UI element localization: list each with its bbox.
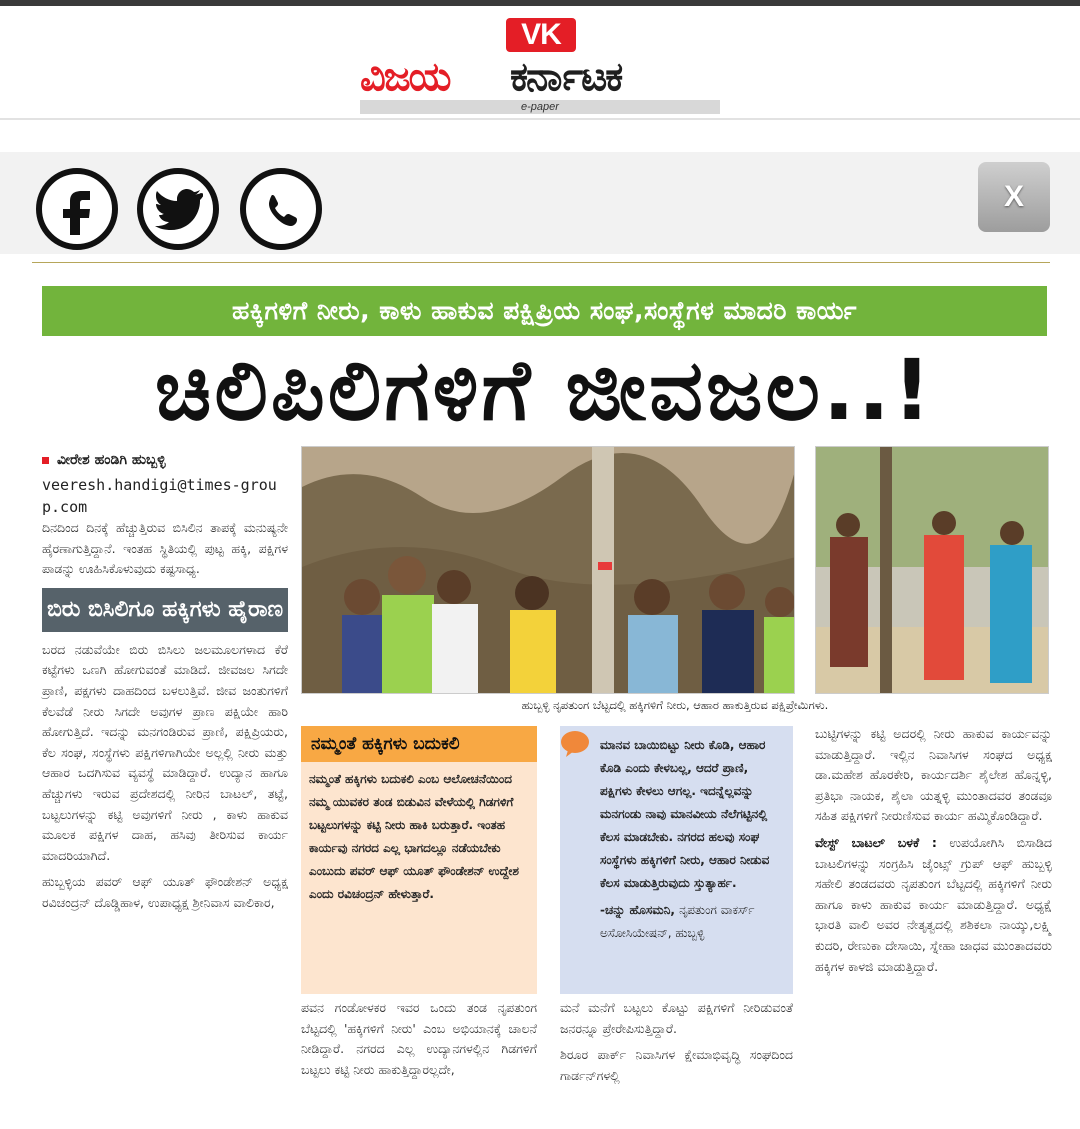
logo-name-left: ವಿಜಯ xyxy=(360,54,450,100)
photo-caption: ಹುಬ್ಬಳ್ಳಿ ನೃಪತುಂಗ ಬೆಟ್ಟದಲ್ಲಿ ಹಕ್ಕಿಗಳಿಗೆ ನೀರು, ಆಹಾರ ಹಾಕುತ್ತಿರುವ ಪಕ್ಷಿಪ್ರೇಮಿಗಳು. xyxy=(521,698,829,712)
group-photo xyxy=(301,446,795,694)
section-subhead: ಬಿರು ಬಿಸಿಲಿಗೂ ಹಕ್ಕಿಗಳು ಹೈರಾಣ xyxy=(42,588,288,632)
share-bar xyxy=(0,152,1080,254)
quote-attribution xyxy=(600,899,783,945)
paragraph: ಬರದ ನಡುವೆಯೇ ಬಿರು ಬಿಸಿಲು ಜಲಮೂಲಗಳಾದ ಕೆರೆ ಕಟ್ಟೆಗಳು ಒಣಗಿ ಹೋಗುವಂತೆ ಮಾಡಿದೆ. ಜೀವಜಲ ಸಿಗದೇ ಪ್ರಾಣಿ, ಪಕ್ಷಗಳು ದಾಹದಿಂದ ಬಳಲುತ್ತಿವೆ. ಜೀವ ಜಂತುಗಳಿಗೆ ಕೆಲವೆಡೆ ನೀರು ಸಿಗದೇ ಅವುಗಳ ಪ್ರಾಣ ಪಕ್ಷಿಯೇ ಹಾರಿ ಹೋಗುತ್ತಿದೆ. ಇದನ್ನು ಮನಗಂಡಿರುವ ಪ್ರಾಣಿ, ಪಕ್ಷಿಪ್ರಿಯರು, ಕೆಲ ಸಂಘ, ಸಂಸ್ಥೆಗಳು ಪಕ್ಷಿಗಳಿಗಾಗಿಯೇ ಅಲ್ಲಲ್ಲಿ ನೀರು ಮತ್ತು ಆಹಾರ ಒದಗಿಸುವ ವ್ಯವಸ್ಥೆ ಮಾಡಿದ್ದಾರೆ. ಉದ್ಯಾನ ಹಾಗೂ ಹೆಚ್ಚುಗಳು ಇರುವ ಪ್ರದೇಶದಲ್ಲಿ ನೀರಿನ ಬಾಟಲ್, ತಟ್ಟೆ, ಬಟ್ಟಲುಗಳನ್ನು ಕಟ್ಟಿ ಅವುಗಳಿಗೆ ನೀರು , ಕಾಳು ಹಾಕುವ ಮೂಲಕ ಪಕ್ಷಿಗಳ ದಾಹ, ಹಸಿವು ತೀರಿಸುವ ಕಾರ್ಯ ಮಾದರಿಯಾಗಿದೆ. xyxy=(42,641,288,863)
speech-bubble-icon xyxy=(560,730,590,758)
twitter-share-button[interactable] xyxy=(137,168,219,250)
twitter-icon xyxy=(153,188,203,230)
byline-text: ವೀರೇಶ ಹಂಡಿಗಿ ಹುಬ್ಬಳ್ಳಿ xyxy=(57,452,166,468)
paragraph xyxy=(815,833,1052,977)
logo-tagline: e-paper xyxy=(360,100,720,114)
quote-box-orange xyxy=(301,726,537,994)
whatsapp-share-button[interactable] xyxy=(240,168,322,250)
photo-illustration xyxy=(302,447,795,694)
logo-badge: VK xyxy=(506,18,576,52)
paragraph: ಶಿರೂರ ಪಾರ್ಕ್ ನಿವಾಸಿಗಳ ಕ್ಷೇಮಾಭಿವೃದ್ಧಿ ಸಂಘದಿಂದ ಗಾರ್ಡನ್‌ಗಳಲ್ಲಿ xyxy=(560,1047,793,1083)
paragraph-text: ಉಪಯೋಗಿಸಿ ಬಿಸಾಡಿದ ಬಾಟಲಿಗಳನ್ನು ಸಂಗ್ರಹಿಸಿ ಜೈಂಟ್ಸ್ ಗ್ರುಪ್ ಆಫ್ ಹುಬ್ಬಳ್ಳಿ ಸಹೇಲಿ ತಂಡದವರು ನೃಪತುಂಗ ಬೆಟ್ಟದಲ್ಲಿ ಹಕ್ಕಿಗಳಿಗೆ ನೀರು ಹಾಗೂ ಕಾಳು ಹಾಕುವ ಕಾರ್ಯ ಮಾಡುತ್ತಿದ್ದಾರೆ. ಅಧ್ಯಕ್ಷೆ ಭಾರತಿ ವಾಲಿ ಅವರ ನೇತೃತ್ವದಲ್ಲಿ ಶಶಿಕಲಾ ನಾಯ್ಕು,ಲಕ್ಷ್ಮಿ ಕುದರಿ, ರೇಣುಕಾ ದೇಸಾಯಿ, ಸ್ನೇಹಾ ಜಾಧವ ಮುಂತಾದವರು ಹಕ್ಕಿಗಳ ಕಾಳಜಿ ಮಾಡುತ್ತಿದ್ದಾರೆ. xyxy=(815,834,1052,974)
column-4-body xyxy=(815,724,1052,983)
paragraph: ಬುಟ್ಟಿಗಳನ್ನು ಕಟ್ಟಿ ಅದರಲ್ಲಿ ನೀರು ಹಾಕುವ ಕಾರ್ಯವನ್ನು ಮಾಡುತ್ತಿದ್ದಾರೆ. ಇಲ್ಲಿನ ನಿವಾಸಿಗಳ ಸಂಘದ ಅಧ್ಯಕ್ಷ ಡಾ.ಮಹೇಶ ಹೊರಕೇರಿ, ಕಾರ್ಯದರ್ಶಿ ಶೈಲೇಶ ಹೊನ್ನಳ್ಳಿ, ಪ್ರತಿಭಾ ನಾಯಕ, ಶೈಲಾ ಯತ್ನಳ್ಳಿ ಮುಂತಾದವರ ತಂಡವೂ ಸಹಿತ ಪಕ್ಷಿಗಳಿಗೆ ನೀರುಣಿಸುವ ಕಾರ್ಯ ಹಮ್ಮಿಕೊಂಡಿದ್ದಾರೆ. xyxy=(815,726,1052,824)
quote-box-title: ನಮ್ಮಂತೆ ಹಕ್ಕಿಗಳು ಬದುಕಲಿ xyxy=(301,726,537,762)
bullet-icon xyxy=(42,457,49,464)
intro-text: ದಿನದಿಂದ ದಿನಕ್ಕೆ ಹೆಚ್ಚುತ್ತಿರುವ ಬಿಸಿಲಿನ ತಾಪಕ್ಕೆ ಮನುಷ್ಯನೇ ಹೈರಣಾಗುತ್ತಿದ್ದಾನೆ. ಇಂತಹ ಸ್ಥಿತಿಯಲ್ಲಿ ಪುಟ್ಟ ಹಕ್ಕಿ, ಪಕ್ಷಿಗಳ ಪಾಡನ್ನು ಊಹಿಸಿಕೊಳುವುದು ಕಷ್ಟಸಾಧ್ಯ. xyxy=(42,520,288,577)
logo-name-right: ಕರ್ನಾಟಕ xyxy=(510,54,622,100)
article-headline: ಚಿಲಿಪಿಲಿಗಳಿಗೆ ಜೀವಜಲ..! xyxy=(154,341,935,439)
paragraph: ಪವನ ಗಂಡೋಳಕರ ಇವರ ಒಂದು ತಂಡ ನೃಪತುಂಗ ಬೆಟ್ಟದಲ್ಲಿ 'ಹಕ್ಕಿಗಳಿಗೆ ನೀರು' ಎಂಬ ಅಭಿಯಾನಕ್ಕೆ ಚಾಲನೆ ನೀಡಿದ್ದಾರೆ. ನಗರದ ಎಲ್ಲ ಉದ್ಯಾನಗಳಲ್ಲಿನ ಗಿಡಗಳಿಗೆ ಬಟ್ಟಲು ಕಟ್ಟಿ ನೀರು ಹಾಕುತ್ತಿದ್ದಾರಲ್ಲದೇ, xyxy=(301,1000,537,1077)
facebook-icon xyxy=(57,183,97,235)
quote-box-blue xyxy=(560,726,793,994)
intro-paragraph xyxy=(42,518,288,580)
quote-body: ಮಾನವ ಬಾಯಿಬಿಟ್ಟು ನೀರು ಕೊಡಿ, ಆಹಾರ ಕೊಡಿ ಎಂದು ಕೇಳಬಲ್ಲ, ಆದರೆ ಪ್ರಾಣಿ, ಪಕ್ಷಿಗಳು ಕೇಳಲು ಆಗಲ್ಲ. ಇದನ್ನೆಲ್ಲವನ್ನು ಮನಗಂಡು ನಾವು ಮಾನವೀಯ ನೆಲೆಗಟ್ಟಿನಲ್ಲಿ ಕೆಲಸ ಮಾಡಬೇಕು. ನಗರದ ಹಲವು ಸಂಘ ಸಂಸ್ಥೆಗಳು ಹಕ್ಕಿಗಳಿಗೆ ನೀರು, ಆಹಾರ ನೀಡುವ ಕೆಲಸ ಮಾಡುತ್ತಿರುವುದು ಸ್ತುತ್ಯಾರ್ಹ. xyxy=(600,738,770,890)
column-1-body xyxy=(42,640,288,914)
quote-author: -ಚನ್ನು ಹೊಸಮನಿ, xyxy=(600,903,675,917)
women-group-photo xyxy=(815,446,1049,694)
quote-text xyxy=(570,734,783,945)
column-2-body xyxy=(301,998,537,1086)
column-3-body xyxy=(560,998,793,1092)
author-email[interactable]: veeresh.handigi@times-group.com xyxy=(42,476,277,516)
paragraph: ಮನೆ ಮನೆಗೆ ಬಟ್ಟಲು ಕೊಟ್ಟು ಪಕ್ಷಿಗಳಿಗೆ ನೀರಿಡುವಂತೆ ಜನರನ್ನೂ ಪ್ರೇರೇಪಿಸುತ್ತಿದ್ದಾರೆ. xyxy=(560,1000,793,1036)
divider xyxy=(32,262,1050,263)
whatsapp-icon xyxy=(255,183,307,235)
quote-box-body: ನಮ್ಮಂತೆ ಹಕ್ಕಿಗಳು ಬದುಕಲಿ ಎಂಬ ಆಲೋಚನೆಯಿಂದ ನಮ್ಮ ಯುವಕರ ತಂಡ ಬಿಡುವಿನ ವೇಳೆಯಲ್ಲಿ ಗಿಡಗಳಿಗೆ ಬಟ್ಟಲುಗಳನ್ನು ಕಟ್ಟಿ ನೀರು ಹಾಕಿ ಬರುತ್ತಾರೆ. ಇಂತಹ ಕಾರ್ಯವು ನಗರದ ಎಲ್ಲ ಭಾಗದಲ್ಲೂ ನಡೆಯಬೇಕು ಎಂಬುದು ಪವರ್ ಆಫ್ ಯೂತ್ ಫೌಂಡೇಶನ್ ಉದ್ದೇಶ ಎಂದು ರವಿಚಂದ್ರನ್ ಹೇಳುತ್ತಾರೆ. xyxy=(309,772,519,901)
paragraph-lead: ವೇಸ್ಟ್ ಬಾಟಲ್ ಬಳಕೆ : xyxy=(815,834,937,850)
facebook-share-button[interactable] xyxy=(36,168,118,250)
column-1 xyxy=(42,448,288,920)
newspaper-logo[interactable] xyxy=(360,16,720,112)
quote-author-role: ನೃಪತುಂಗ ವಾಕರ್ಸ್ ಅಸೋಸಿಯೇಷನ್, ಹುಬ್ಬಳ್ಳಿ xyxy=(600,903,755,940)
close-button[interactable]: X xyxy=(978,162,1050,232)
byline xyxy=(42,448,288,472)
masthead xyxy=(0,6,1080,120)
article-kicker: ಹಕ್ಕಿಗಳಿಗೆ ನೀರು, ಕಾಳು ಹಾಕುವ ಪಕ್ಷಿಪ್ರಿಯ ಸಂಘ,ಸಂಸ್ಥೆಗಳ ಮಾದರಿ ಕಾರ್ಯ xyxy=(42,286,1047,336)
photo-illustration xyxy=(816,447,1049,694)
paragraph: ಹುಬ್ಬಳ್ಳಿಯ ಪವರ್ ಆಫ್ ಯೂತ್ ಫೌಂಡೇಶನ್ ಅಧ್ಯಕ್ಷ ರವಿಚಂದ್ರನ್ ದೊಡ್ಡಿಹಾಳ, ಉಪಾಧ್ಯಕ್ಷ ಶ್ರೀನಿವಾಸ ವಾಲಿಕಾರ, xyxy=(42,874,288,910)
